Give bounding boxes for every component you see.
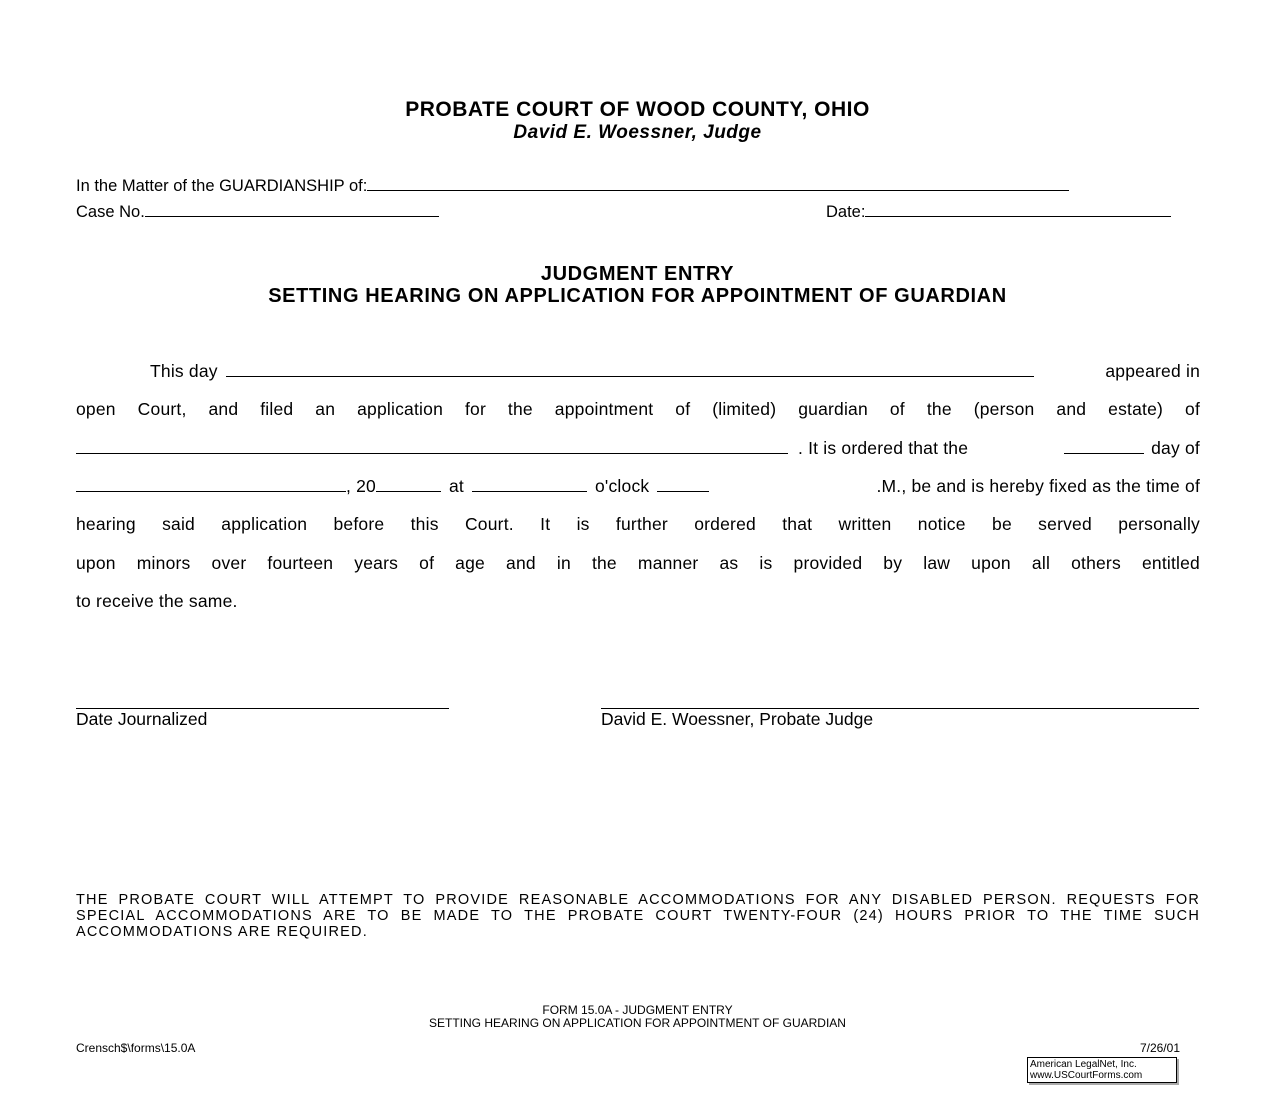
text: This day [150, 361, 218, 381]
text: to receive the same. [76, 591, 238, 611]
form-number: FORM 15.0A - JUDGMENT ENTRY [542, 1003, 733, 1017]
text: .M., be and is hereby fixed as the time of [876, 476, 1200, 496]
body-line-3 [76, 438, 1200, 459]
body-line-6 [76, 553, 1200, 574]
body-line-1 [76, 361, 1200, 382]
entry-title: JUDGMENT ENTRY [540, 263, 735, 285]
date-line [826, 203, 1171, 222]
text: open Court, and filed an application for the appointment of (limited) guardian of the (person and estate) of [76, 399, 1200, 419]
day-blank[interactable] [1064, 452, 1144, 454]
matter-blank[interactable] [367, 189, 1069, 191]
matter-label: In the Matter of the GUARDIANSHIP of: [76, 177, 368, 195]
text: at [449, 476, 464, 496]
publisher-stamp [1027, 1057, 1177, 1083]
form-path: Crensch$\forms\15.0A [76, 1041, 196, 1055]
judge-signature-label: David E. Woessner, Probate Judge [601, 709, 874, 729]
body-line-5 [76, 514, 1200, 535]
am-pm-blank[interactable] [657, 490, 709, 492]
text: upon minors over fourteen years of age and in the manner as is provided by law upon all others entitled [76, 553, 1200, 573]
month-blank[interactable] [76, 490, 346, 492]
case-label: Case No. [76, 203, 145, 221]
text: hearing said application before this Court. It is further ordered that written notice be served personally [76, 514, 1200, 534]
text: day of [1151, 438, 1200, 458]
publisher-url: www.USCourtForms.com [1030, 1070, 1143, 1081]
date-label: Date: [826, 203, 866, 221]
form-title: SETTING HEARING ON APPLICATION FOR APPOINTMENT OF GUARDIAN [429, 1016, 846, 1030]
court-name: PROBATE COURT OF WOOD COUNTY, OHIO [405, 98, 870, 121]
matter-line [76, 177, 1069, 196]
accommodation-notice: THE PROBATE COURT WILL ATTEMPT TO PROVIDE REASONABLE ACCOMMODATIONS FOR ANY DISABLED PERSON. REQUESTS FOR SPECIAL ACCOMMODATIONS ARE TO BE MADE TO THE PROBATE COURT TWENTY-FOUR (24) HOURS PRIOR TO THE TIME SUCH ACCOMMODATIONS ARE REQUIRED. [76, 892, 1200, 940]
body-line-4 [76, 476, 1200, 497]
appearing-party-blank[interactable] [226, 375, 1034, 377]
text: o'clock [595, 476, 650, 496]
judge-name: David E. Woessner, Judge [513, 122, 762, 143]
date-journalized-label: Date Journalized [76, 709, 208, 729]
body-line-7 [76, 591, 1200, 612]
time-blank[interactable] [472, 490, 587, 492]
text: appeared in [1105, 361, 1200, 381]
form-date: 7/26/01 [1139, 1041, 1180, 1055]
date-blank[interactable] [865, 215, 1171, 217]
text: , 20 [346, 476, 376, 496]
case-line [76, 203, 439, 222]
publisher-name: American LegalNet, Inc. [1030, 1059, 1137, 1070]
case-blank[interactable] [145, 215, 439, 217]
text: . It is ordered that the [798, 438, 969, 458]
entry-subtitle: SETTING HEARING ON APPLICATION FOR APPOINTMENT OF GUARDIAN [268, 285, 1007, 307]
ward-blank[interactable] [76, 452, 788, 454]
year-blank[interactable] [376, 490, 441, 492]
body-line-2 [76, 399, 1200, 420]
